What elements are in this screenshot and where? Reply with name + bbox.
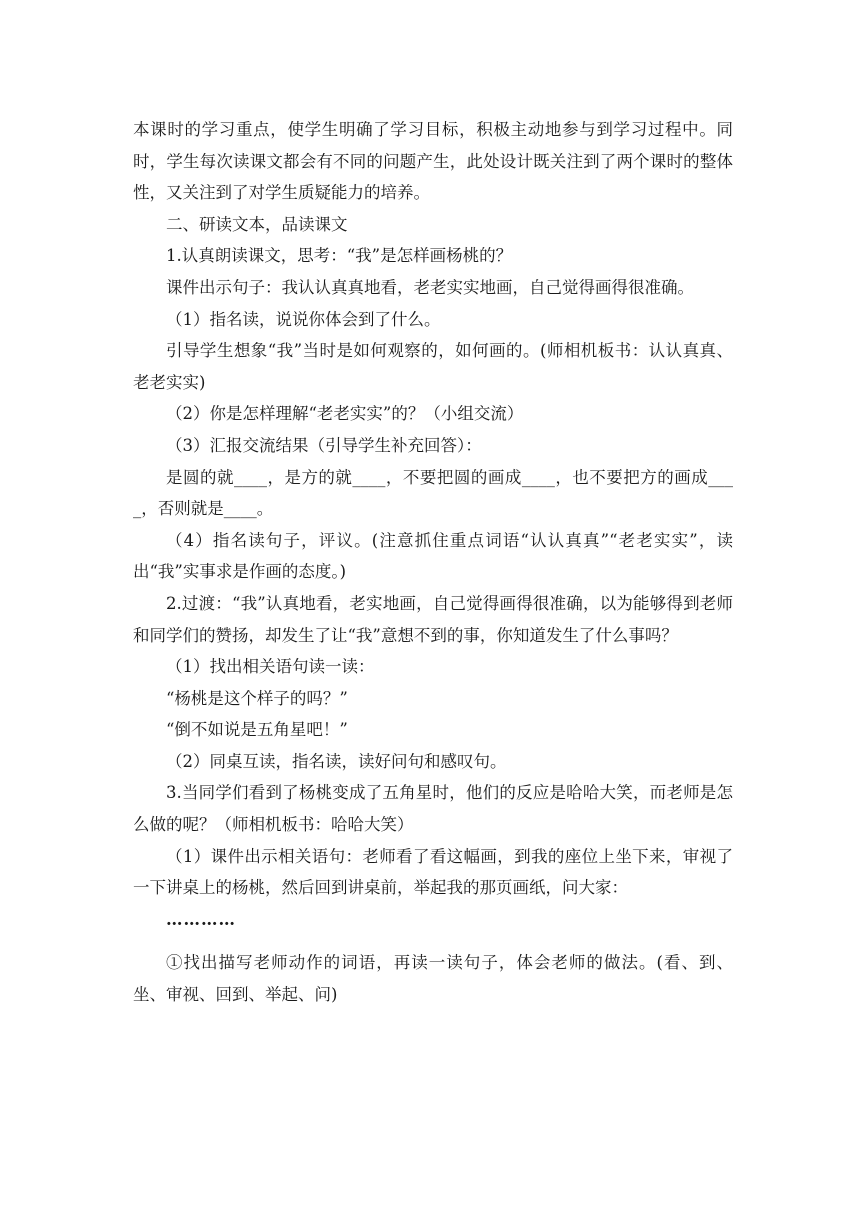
section-heading: 二、研读文本，品读课文 [166,214,348,234]
paragraph: （1）课件出示相关语句：老师看了看这幅画，到我的座位上坐下来，审视了一下讲桌上的杨桃，然后回到讲桌前，举起我的那页画纸，问大家： [133,846,733,898]
paragraph: （4）指名读句子，评议。(注意抓住重点词语“认认真真”“老老实实”，读出“我”实事求是作画的态度。) [133,530,733,582]
paragraph: （2）你是怎样理解“老老实实”的？（小组交流） [166,404,524,424]
ellipsis-line: ………… [166,909,236,929]
paragraph: 3.当同学们看到了杨桃变成了五角星时，他们的反应是哈哈大笑，而老师是怎么做的呢？（师相机板书：哈哈大笑） [133,783,733,835]
paragraph: 课件出示句子：我认认真真地看，老老实实地画，自己觉得画得很准确。 [166,277,694,297]
paragraph: （2）同桌互读，指名读，读好问句和感叹句。 [166,751,507,771]
paragraph: 2.过渡：“我”认真地看，老实地画，自己觉得画得很准确，以为能够得到老师和同学们的赞扬，却发生了让“我”意想不到的事，你知道发生了什么事吗？ [133,593,733,645]
paragraph: ①找出描写老师动作的词语，再读一读句子，体会老师的做法。(看、到、坐、审视、回到、举起、问) [133,953,733,1005]
paragraph: 1.认真朗读课文，思考：“我”是怎样画杨桃的？ [166,246,513,266]
document-body [133,114,733,1011]
paragraph: （1）找出相关语句读一读： [166,657,375,677]
quote-line: “倒不如说是五角星吧！” [166,720,348,740]
paragraph: （3）汇报交流结果（引导学生补充回答）： [166,435,482,455]
paragraph: （1）指名读，说说你体会到了什么。 [166,309,441,329]
fill-blank-paragraph: 是圆的就____，是方的就____，不要把圆的画成____，也不要把方的画成____，否则就是____。 [133,467,733,519]
paragraph: 引导学生想象“我”当时是如何观察的，如何画的。(师相机板书：认认真真、老老实实) [133,341,733,392]
paragraph: 本课时的学习重点，使学生明确了学习目标，积极主动地参与到学习过程中。同时，学生每次读课文都会有不同的问题产生，此处设计既关注到了两个课时的整体性，又关注到了对学生质疑能力的培养。 [133,120,733,203]
quote-line: “杨桃是这个样子的吗？” [166,688,348,708]
